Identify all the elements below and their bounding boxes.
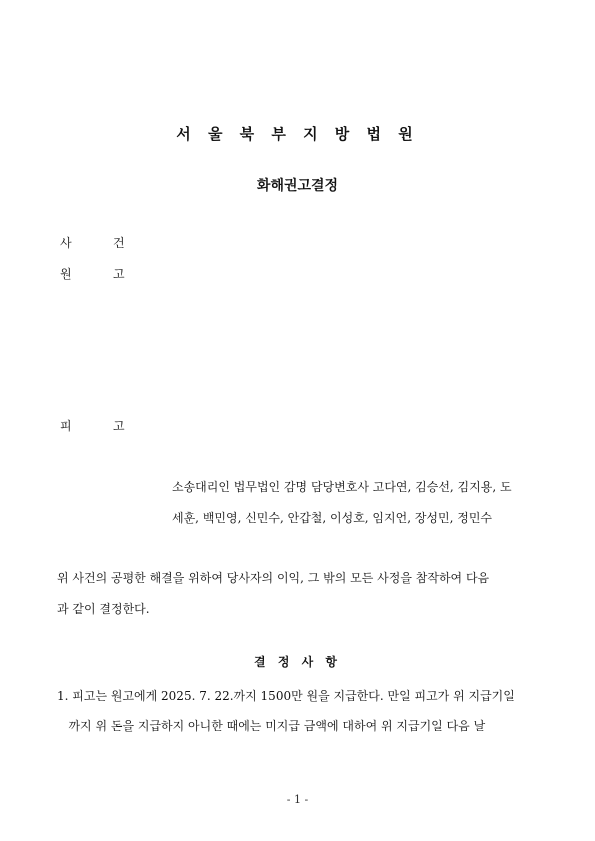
court-name: 서 울 북 부 지 방 법 원: [176, 125, 419, 143]
counsel-line: 소송대리인 법무법인 감명 담당변호사 고다연, 김승선, 김지용, 도: [172, 480, 512, 494]
document-title: 화해권고결정: [256, 178, 339, 194]
intro-paragraph-line: 과 같이 결정한다.: [57, 602, 150, 616]
plaintiff-label-right: 고: [113, 267, 125, 281]
item-line: 1. 피고는 원고에게 2025. 7. 22.까지 1500만 원을 지급한다. 만일 피고가 위 지급기일: [57, 689, 515, 703]
defendant-label-right: 고: [113, 419, 125, 433]
section-title: 결 정 사 항: [254, 655, 341, 669]
item-line: 까지 위 돈을 지급하지 아니한 때에는 미지급 금액에 대하여 위 지급기일 다음 날: [57, 719, 486, 733]
case-label-left: 사: [60, 236, 72, 250]
page-number: - 1 -: [286, 793, 309, 806]
counsel-line: 세훈, 백민영, 신민수, 안갑철, 이성호, 임지언, 장성민, 정민수: [172, 511, 493, 525]
plaintiff-label-left: 원: [60, 267, 72, 281]
intro-paragraph-line: 위 사건의 공평한 해결을 위하여 당사자의 이익, 그 밖의 모든 사정을 참작하여 다음: [57, 571, 490, 585]
case-label-right: 건: [113, 236, 125, 250]
defendant-label-left: 피: [60, 419, 72, 433]
